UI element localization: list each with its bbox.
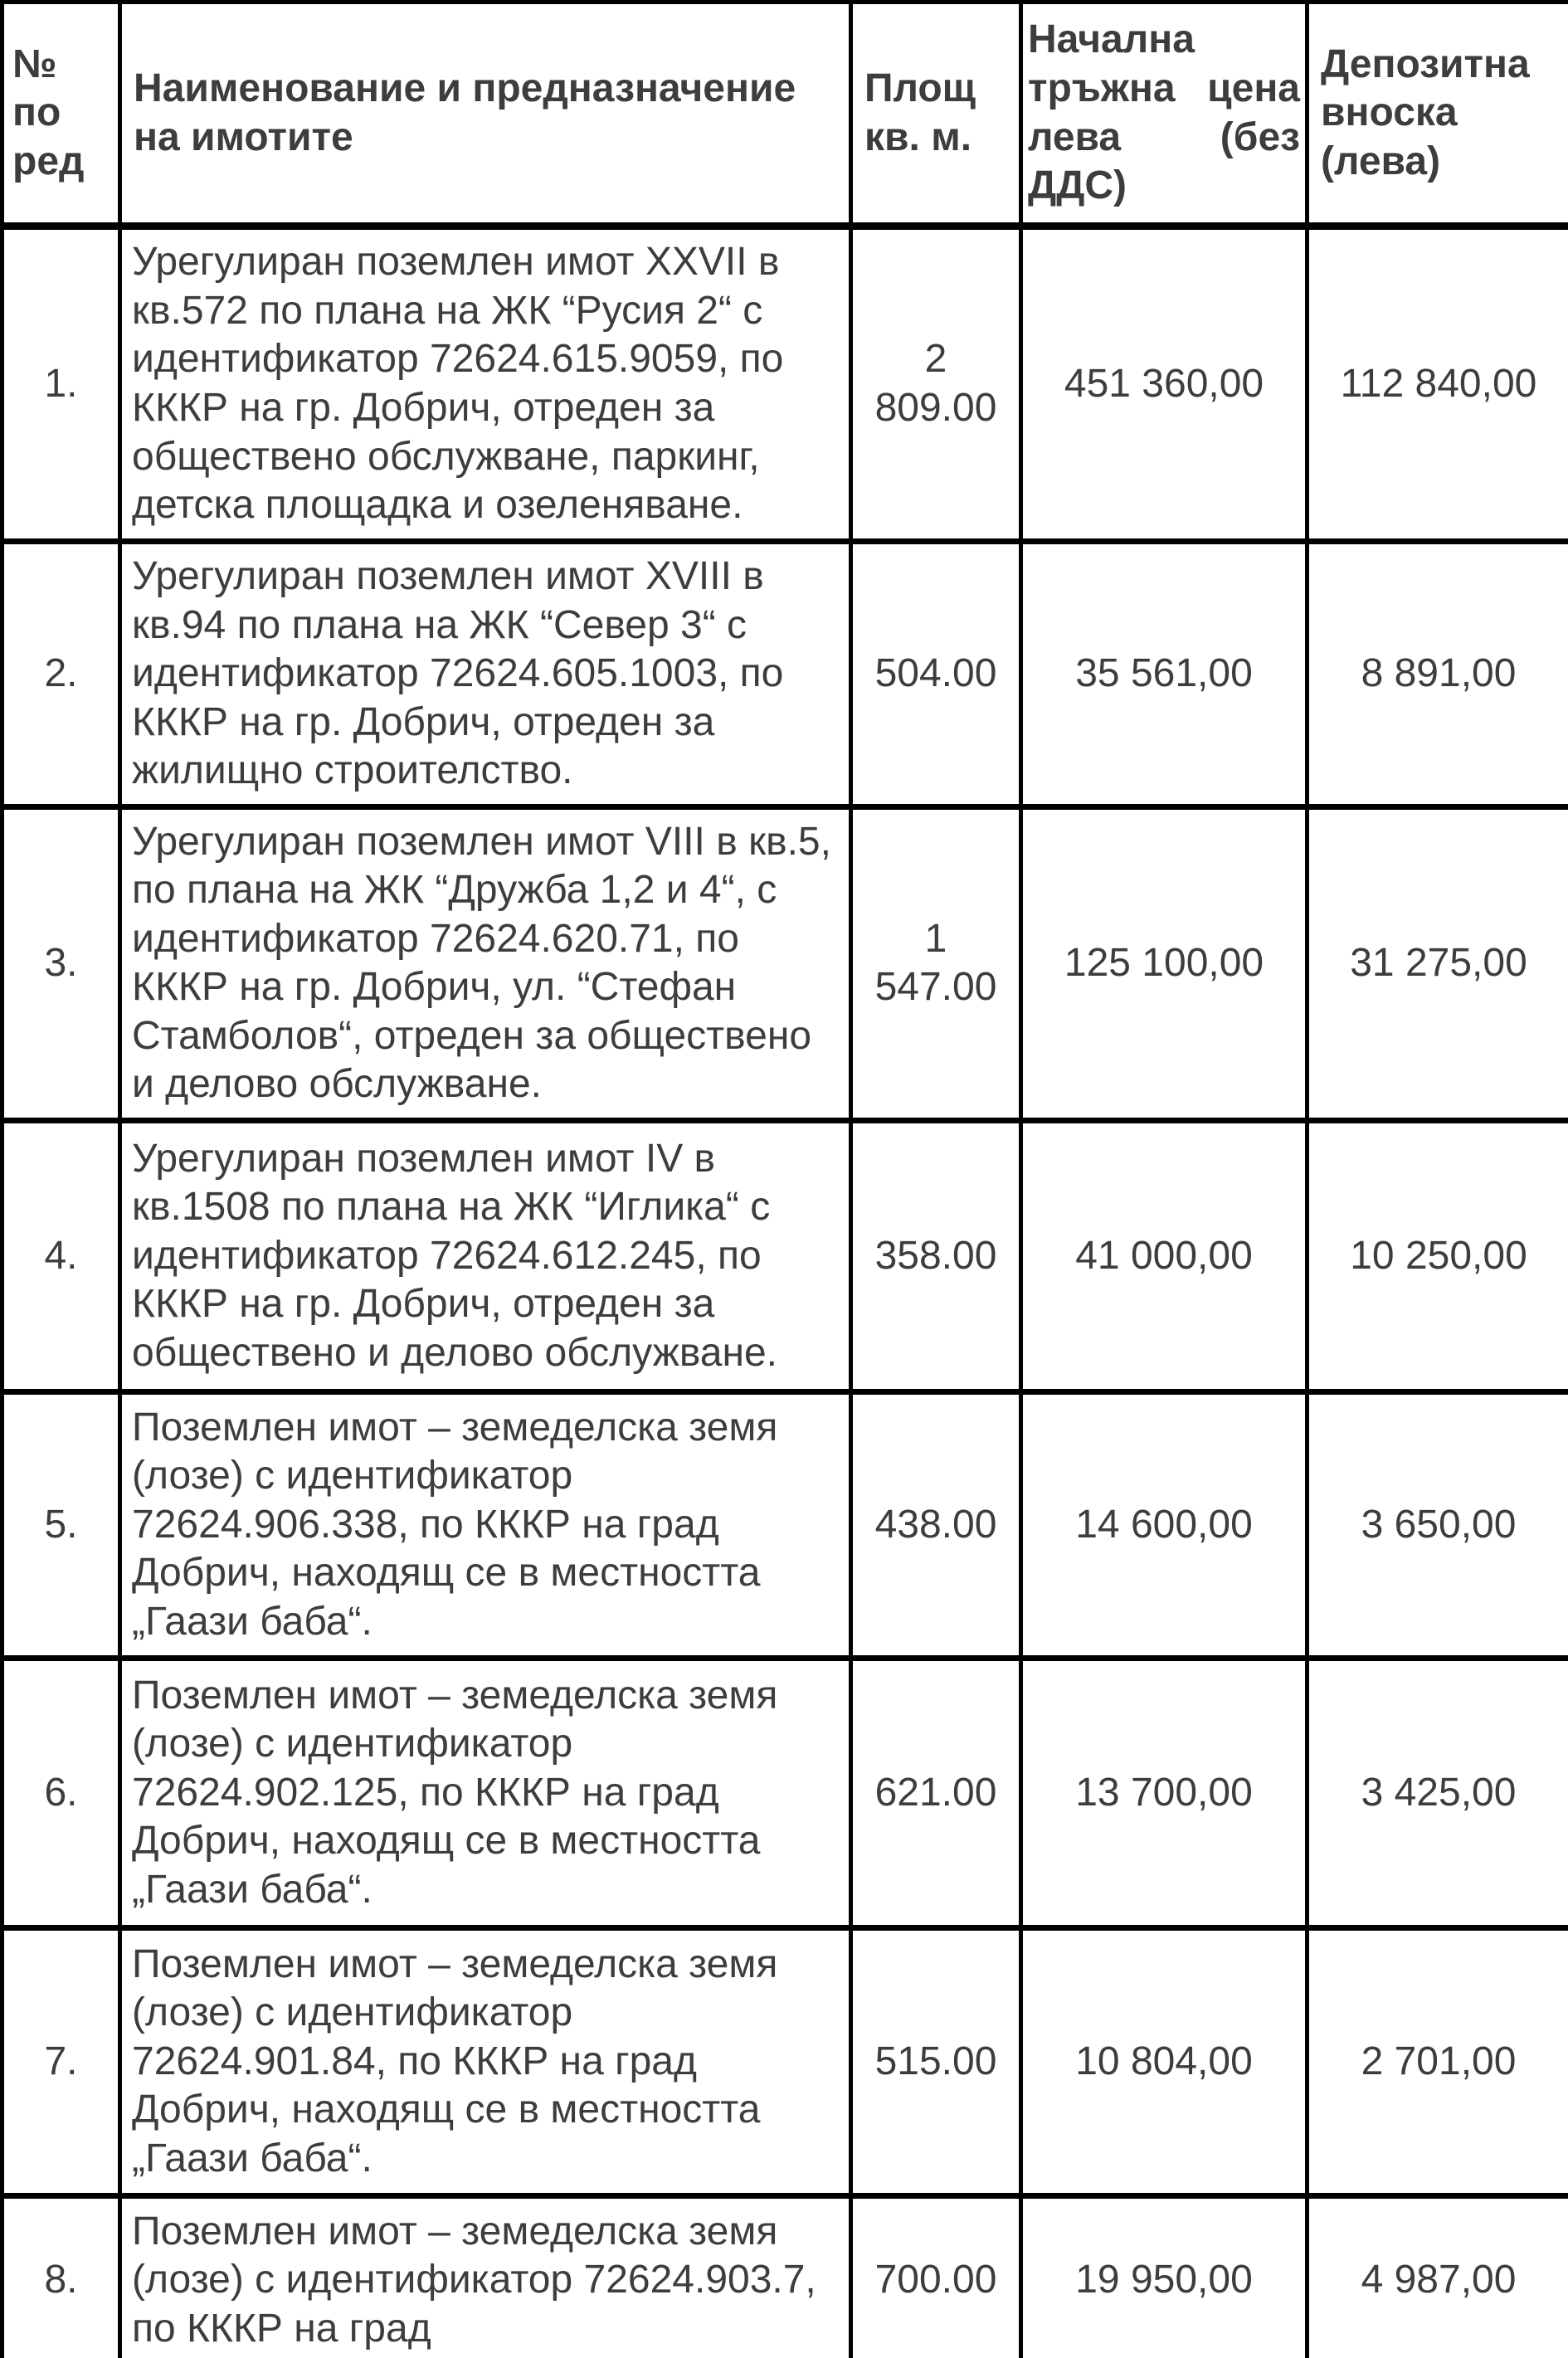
price-cell: 41 000,00 [1021, 1121, 1307, 1392]
price-cell: 125 100,00 [1021, 806, 1307, 1120]
table-row [2, 227, 1568, 542]
row-number-cell: 2. [2, 542, 120, 807]
row-number-cell: 6. [2, 1659, 120, 1928]
area-cell: 515.00 [851, 1928, 1021, 2196]
price-cell: 10 804,00 [1021, 1928, 1307, 2196]
property-description-cell: Урегулиран поземлен имот IV в кв.1508 по плана на ЖК “Иглика“ с идентификатор 72624.612.245, по КККР на гр. Добрич, отреден за обществено и делово обслужване. [120, 1121, 851, 1392]
deposit-cell: 112 840,00 [1307, 227, 1568, 542]
price-cell: 13 700,00 [1021, 1659, 1307, 1928]
table-row [2, 1121, 1568, 1392]
row-number-cell: 5. [2, 1392, 120, 1659]
price-cell: 35 561,00 [1021, 542, 1307, 807]
table-row [2, 1928, 1568, 2196]
property-description-cell: Урегулиран поземлен имот XXVII в кв.572 по плана на ЖК “Русия 2“ с идентификатор 72624.615.9059, по КККР на гр. Добрич, отреден за обществено обслужване, паркинг, детска площадка и озеленяване. [120, 227, 851, 542]
header-starting-price: Начална тръжна цена лева (без ДДС) [1021, 2, 1307, 227]
area-cell: 621.00 [851, 1659, 1021, 1928]
header-property-description: Наименование и предназначение на имотите [120, 2, 851, 227]
row-number-cell: 7. [2, 1928, 120, 2196]
table-row [2, 1659, 1568, 1928]
deposit-cell: 4 987,00 [1307, 2196, 1568, 2358]
property-description-cell: Поземлен имот – земеделска земя (лозе) с идентификатор 72624.903.7, по КККР на град [120, 2196, 851, 2358]
property-description-cell: Поземлен имот – земеделска земя (лозе) с идентификатор 72624.902.125, по КККР на град Добрич, находящ се в местността „Гаази баба“. [120, 1659, 851, 1928]
property-description-cell: Поземлен имот – земеделска земя (лозе) с идентификатор 72624.906.338, по КККР на град Добрич, находящ се в местността „Гаази баба“. [120, 1392, 851, 1659]
header-area: Площ кв. м. [851, 2, 1021, 227]
header-row [2, 2, 1568, 227]
row-number-cell: 3. [2, 806, 120, 1120]
header-row-number: № по ред [2, 2, 120, 227]
area-cell: 358.00 [851, 1121, 1021, 1392]
table-body [2, 227, 1568, 2358]
deposit-cell: 2 701,00 [1307, 1928, 1568, 2196]
row-number-cell: 8. [2, 2196, 120, 2358]
area-cell: 438.00 [851, 1392, 1021, 1659]
price-cell: 451 360,00 [1021, 227, 1307, 542]
property-description-cell: Поземлен имот – земеделска земя (лозе) с идентификатор 72624.901.84, по КККР на град Добрич, находящ се в местността „Гаази баба“. [120, 1928, 851, 2196]
table-header [2, 2, 1568, 227]
row-number-cell: 4. [2, 1121, 120, 1392]
row-number-cell: 1. [2, 227, 120, 542]
deposit-cell: 3 650,00 [1307, 1392, 1568, 1659]
price-cell: 14 600,00 [1021, 1392, 1307, 1659]
area-cell: 504.00 [851, 542, 1021, 807]
area-cell: 1 547.00 [851, 806, 1021, 1120]
table-row [2, 2196, 1568, 2358]
header-deposit: Депозитна вноска (лева) [1307, 2, 1568, 227]
deposit-cell: 31 275,00 [1307, 806, 1568, 1120]
deposit-cell: 8 891,00 [1307, 542, 1568, 807]
deposit-cell: 10 250,00 [1307, 1121, 1568, 1392]
area-cell: 2 809.00 [851, 227, 1021, 542]
price-cell: 19 950,00 [1021, 2196, 1307, 2358]
table-row [2, 542, 1568, 807]
table-row [2, 806, 1568, 1120]
area-cell: 700.00 [851, 2196, 1021, 2358]
table-row [2, 1392, 1568, 1659]
deposit-cell: 3 425,00 [1307, 1659, 1568, 1928]
property-description-cell: Урегулиран поземлен имот VIII в кв.5, по плана на ЖК “Дружба 1,2 и 4“, с идентификатор 72624.620.71, по КККР на гр. Добрич, ул. “Стефан Стамболов“, отреден за обществено и делово обслужване. [120, 806, 851, 1120]
property-description-cell: Урегулиран поземлен имот XVIII в кв.94 по плана на ЖК “Север 3“ с идентификатор 72624.605.1003, по КККР на гр. Добрич, отреден за жилищно строителство. [120, 542, 851, 807]
